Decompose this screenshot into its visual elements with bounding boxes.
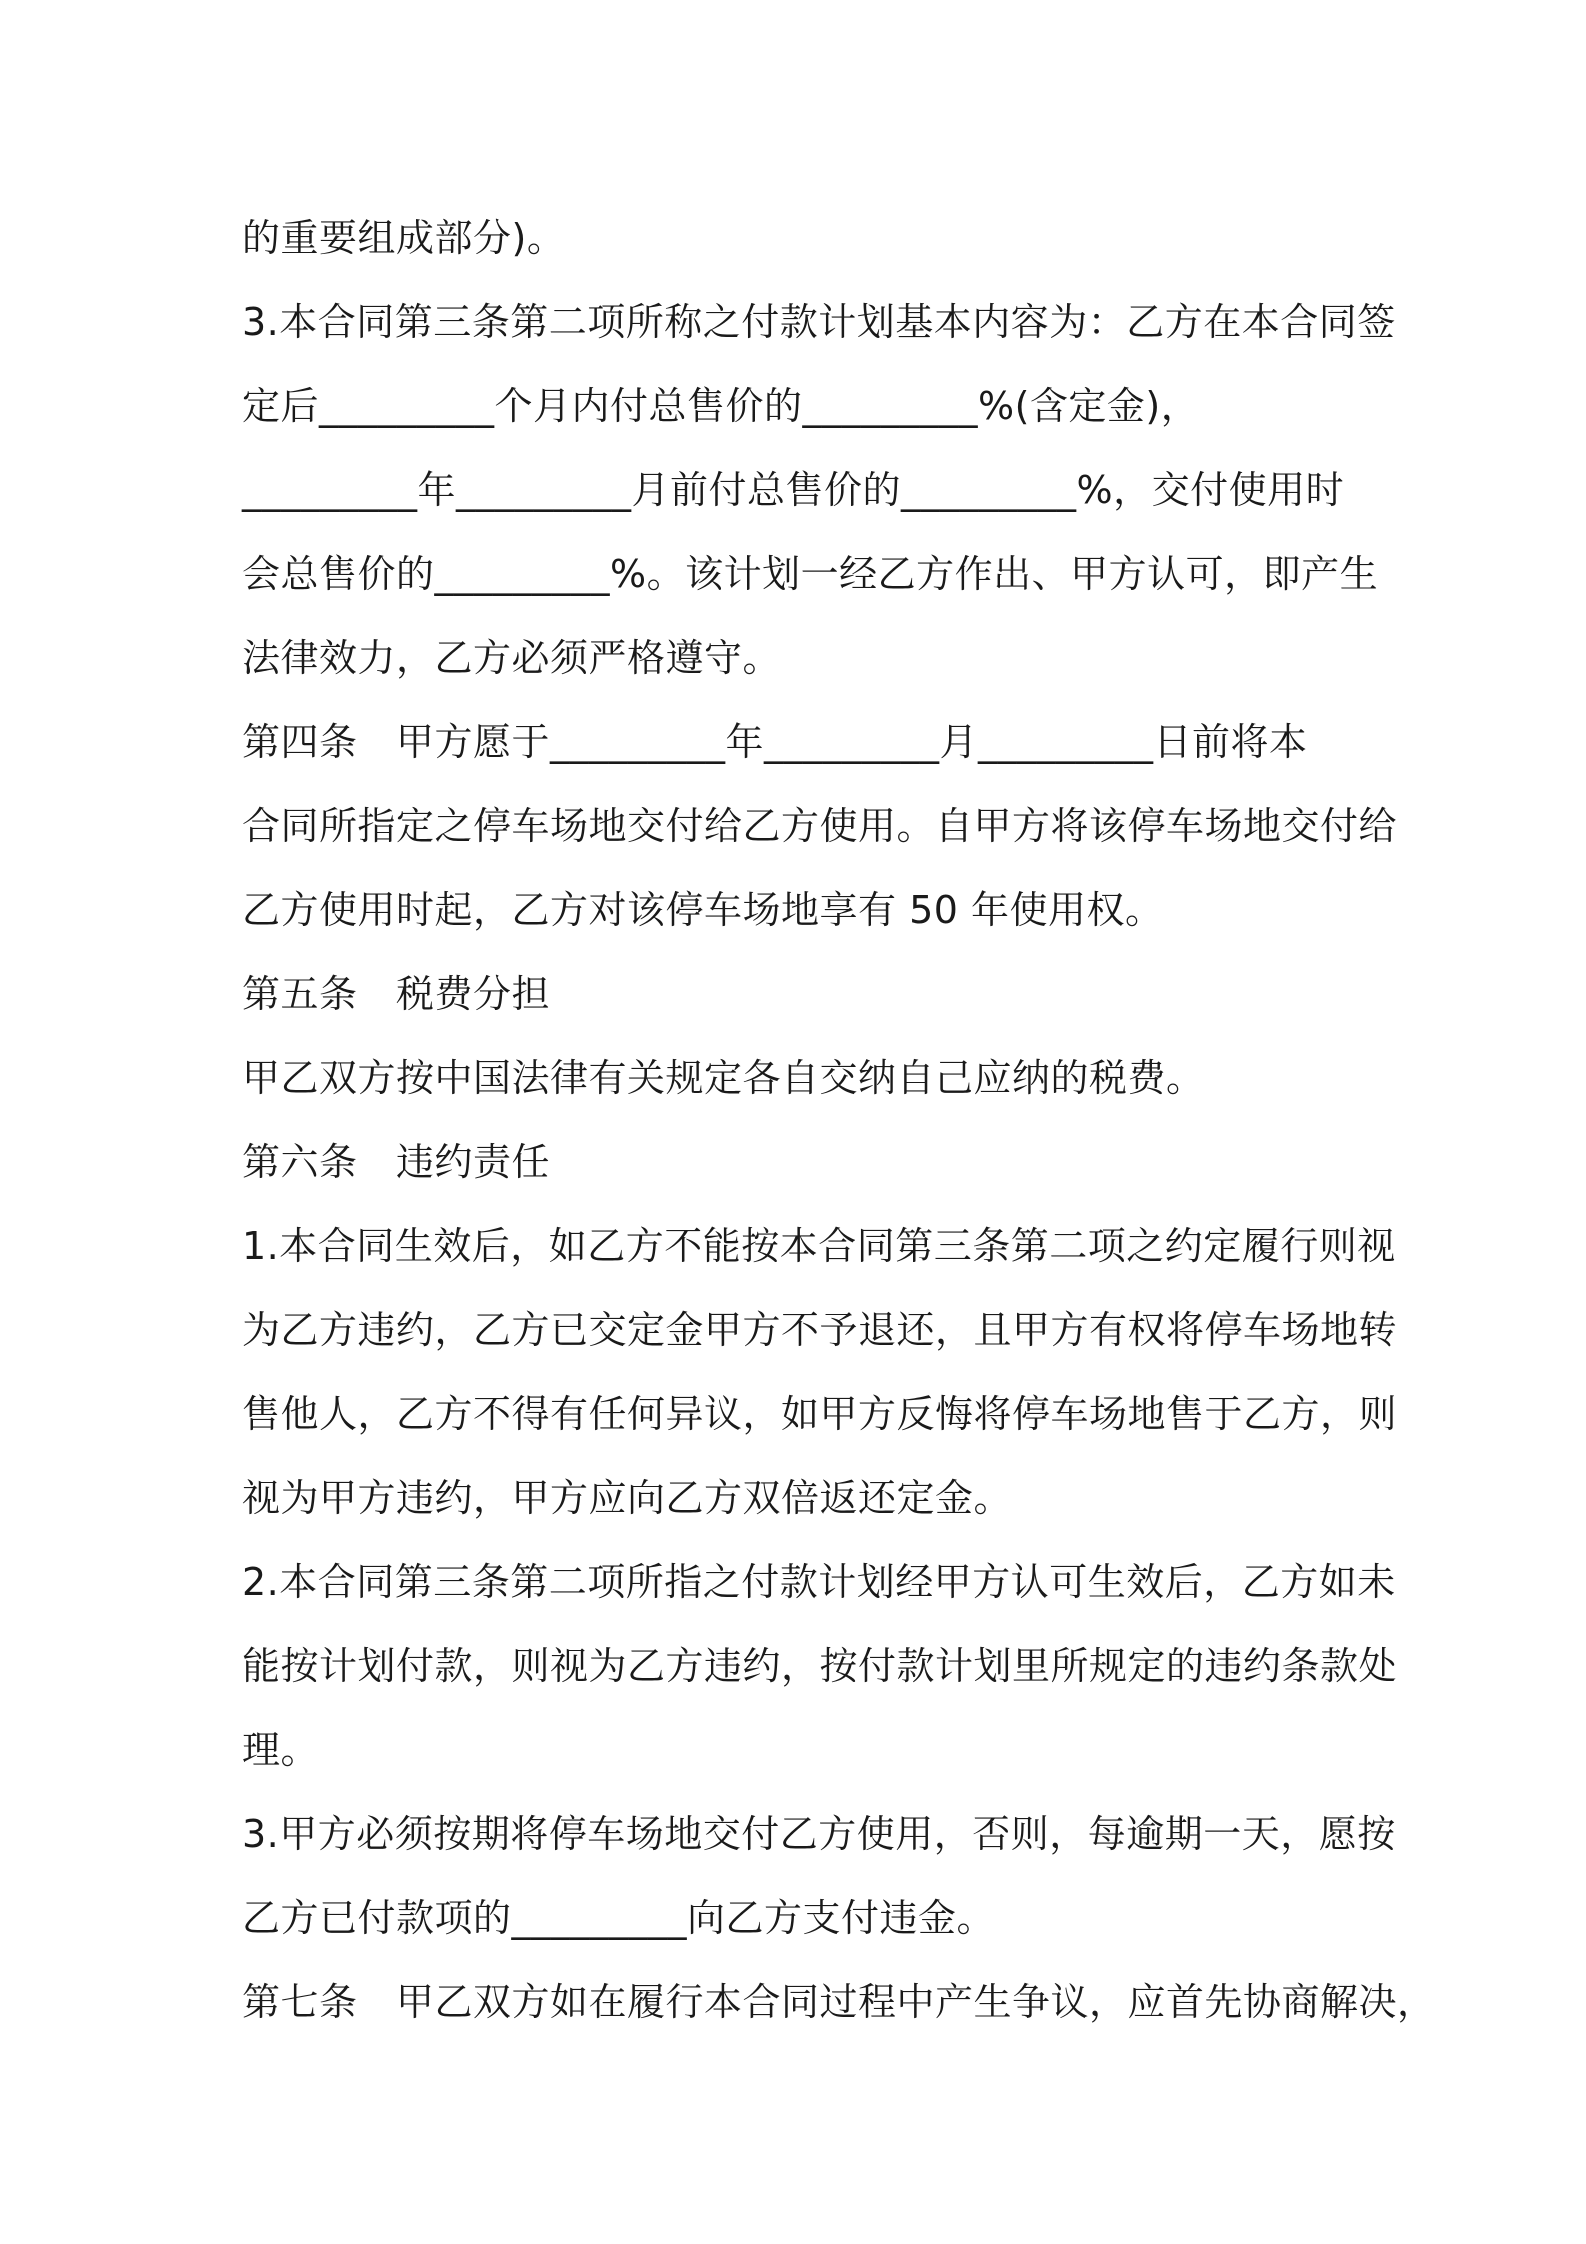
text-line: 3.甲方必须按期将停车场地交付乙方使用，否则，每逾期一天，愿按: [242, 1812, 1396, 1856]
text-line: 定后_________个月内付总售价的_________%(含定金)，: [242, 384, 1200, 428]
text-line: 会总售价的_________%。该计划一经乙方作出、甲方认可，即产生: [242, 552, 1379, 596]
text-line: 乙方使用时起，乙方对该停车场地享有 50 年使用权。: [242, 888, 1164, 932]
text-line: 法律效力，乙方必须严格遵守。: [242, 636, 782, 680]
article-6-heading: 第六条 违约责任: [242, 1140, 551, 1184]
text-line: _________年_________月前付总售价的_________%，交付使用时: [242, 468, 1345, 512]
text-line: 合同所指定之停车场地交付给乙方使用。自甲方将该停车场地交付给: [242, 804, 1398, 848]
text-line: 的重要组成部分)。: [242, 216, 566, 260]
text-line: 3.本合同第三条第二项所称之付款计划基本内容为：乙方在本合同签: [242, 300, 1396, 344]
text-line: 为乙方违约，乙方已交定金甲方不予退还，且甲方有权将停车场地转: [242, 1308, 1398, 1352]
article-4-line: 第四条 甲方愿于_________年_________月_________日前将本: [242, 720, 1308, 764]
text-line: 售他人，乙方不得有任何异议，如甲方反悔将停车场地售于乙方，则: [242, 1392, 1398, 1436]
text-line: 甲乙双方按中国法律有关规定各自交纳自己应纳的税费。: [242, 1056, 1205, 1100]
text-line: 理。: [242, 1728, 320, 1772]
article-5-heading: 第五条 税费分担: [242, 972, 551, 1016]
text-line: 乙方已付款项的_________向乙方支付违金。: [242, 1896, 996, 1940]
text-line: 2.本合同第三条第二项所指之付款计划经甲方认可生效后，乙方如未: [242, 1560, 1396, 1604]
text-line: 能按计划付款，则视为乙方违约，按付款计划里所规定的违约条款处: [242, 1644, 1398, 1688]
text-line: 1.本合同生效后，如乙方不能按本合同第三条第二项之约定履行则视: [242, 1224, 1396, 1268]
document-page: [242, 196, 1436, 2044]
article-7-line: 第七条 甲乙双方如在履行本合同过程中产生争议，应首先协商解决，: [242, 1980, 1436, 2024]
text-line: 视为甲方违约，甲方应向乙方双倍返还定金。: [242, 1476, 1013, 1520]
